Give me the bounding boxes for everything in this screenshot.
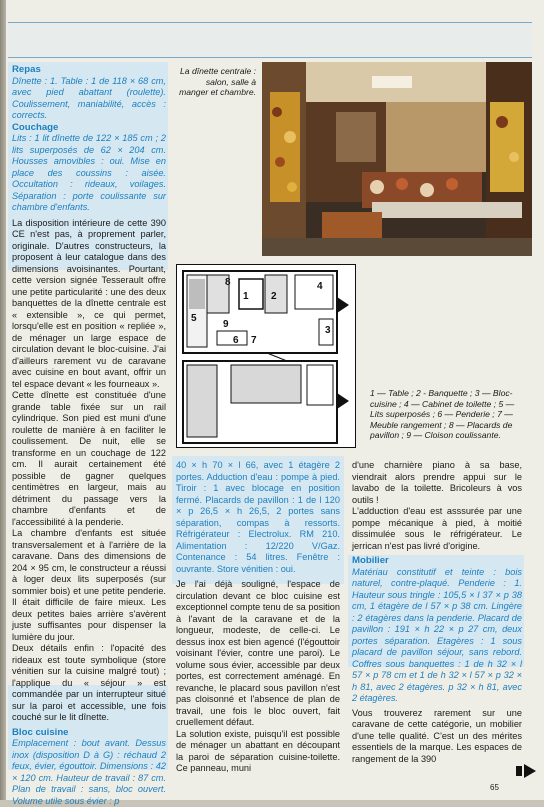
bloc-cuisine-heading: Bloc cuisine bbox=[12, 726, 69, 738]
body-paragraph: Vous trouverez rarement sur une caravane de cette catégorie, un mobilier d'une telle qualité. C'est un des mérites essentiels de la marque. Les espaces de rangement de la 390 bbox=[352, 707, 522, 764]
header-band bbox=[8, 22, 532, 58]
body-paragraph: L'adduction d'eau est asssurée par une pompe mécanique à pied, à moitié dissimulée sous le réfrigérateur. Le jerrican n'est pas livré d'origine. bbox=[352, 506, 522, 551]
mobilier-specs: Matériau constitutif et teinte : bois naturel, contre-plaqué. Penderie : 1. Hauteur sous tringle : 105,5 × l 37 × p 38 cm, 1 étagère de l 57 × p 38 cm. Lingère : 2 étagères dans la penderie. Placard de pavillon : 191 × h 22 × p 27 cm, deux portes séparation. Etagères : 1 sous placard de pavillon séjour, sans rebord. Coffres sous banquettes : 1 de h 32 × l 57 × p 78 cm et 1 de h 32 × l 57 × p 32 × h 81, avec 2 étagères. p 32 × h 81, avec 2 étagères. bbox=[352, 566, 522, 703]
floor-plan-svg bbox=[177, 265, 355, 447]
mobilier-heading: Mobilier bbox=[352, 555, 389, 566]
body-paragraph: La solution existe, puisqu'il est possible de ménager un abattant en découpant la paroi de séparation cuisine-toilette. Ce panneau, muni bbox=[176, 728, 340, 773]
column-2 bbox=[176, 460, 340, 775]
plan-label: 7 bbox=[251, 335, 257, 346]
floor-plan-diagram bbox=[176, 264, 356, 448]
body-paragraph: La chambre d'enfants est située transversalement et à l'arrière de la caravane. Dans des dimensions de 204 × 95 cm, le constructeur a réussi à loger deux lits superposés (sur sommier bois) et une petite penderie. Il était difficile de faire mieux. Les deux petites baies arrière s'avèrent juste suffisantes pour dispenser la lumière du jour. bbox=[12, 528, 166, 642]
page-number: 65 bbox=[490, 783, 499, 792]
continue-arrow-icon bbox=[516, 764, 536, 778]
plan-label: 6 bbox=[233, 335, 239, 346]
interior-photo-illustration bbox=[262, 62, 532, 256]
couchage-heading: Couchage bbox=[12, 121, 59, 133]
interior-photo bbox=[262, 62, 532, 256]
plan-label: 8 bbox=[225, 277, 231, 288]
body-paragraph: Deux détails enfin : l'opacité des rideaux est toute symbolique (store vénitien sur la cuisine malgré tout) ; l'applique du « séjour » est commandée par un interrupteur situé sur la paroi et accessible, une fois couché sur le lit dînette. bbox=[12, 643, 166, 722]
body-paragraph: d'une charnière piano à sa base, viendrait alors prendre appui sur le lavabo de la toilette. Bricoleurs à vos outils ! bbox=[352, 460, 522, 505]
body-paragraph: Je l'ai déjà souligné, l'espace de circulation devant ce bloc cuisine est exceptionnel compte tenu de sa position à l'avant de la caravane et de la longueur, modeste, de celle-ci. Le dessus inox est bien agencé (l'égouttoir voisinant l'évier, contre une paroi). Le volume sous évier, accessible par deux portes, est correctement aménagé. En revanche, le placard sous pavillon n'est pas cloisonné et l'absence de plan de travail, une fois le bloc ouvert, fait cruellement défaut. bbox=[176, 579, 340, 727]
couchage-specs: Lits : 1 lit dînette de 122 × 185 cm ; 2 lits superposés de 62 × 204 cm. Housses amovibles : oui. Mise en place des coussins : aisée. Occultation : rideaux, voilages. Séparation : porte coulissante sur chambre d'enfants. bbox=[12, 133, 166, 212]
bloc-cuisine-specs: Emplacement : bout avant. Dessus inox (disposition D à G) : réchaud 2 feux, évier, égouttoir. Dimensions : 42 × 120 cm. Hauteur de travail : 87 cm. Plan de travail : sans, bloc ouvert. Volume utile sous évier : p bbox=[12, 738, 166, 806]
body-paragraph: Cette dînette est constituée d'une grande table fixée sur un rail cylindrique. Son pied est muni d'une roulette de manière à en faciliter le coulissement. De nuit, elle se transforme en un couchage de 122 cm. Il aurait certainement été possible de gagner quelques centimètres en largeur, mais au détriment du passage vers la chambre d'enfants et de l'accessibilité à la penderie. bbox=[12, 390, 166, 527]
plan-label: 9 bbox=[223, 319, 229, 330]
plan-label: 2 bbox=[271, 291, 277, 302]
repas-specs: Dînette : 1. Table : 1 de 118 × 68 cm, avec pied abattant (roulette). Coulissement, maniabilité, accès : corrects. bbox=[12, 75, 166, 120]
repas-heading: Repas bbox=[12, 64, 41, 75]
bloc-cuisine-specs-continued: 40 × h 70 × l 66, avec 1 étagère 2 portes. Adduction d'eau : pompe à pied. Tiroir : 1 avec blocage en position fermé. Placards de pavillon : 1 de l 120 × p 26,5 × h 26,5, 2 portes sans séparation, compas à ressorts. Réfrigérateur : Electrolux. RM 210. Alimentation : 12/220 V/Gaz. Contenance : 54 litres. Fenêtre : ouvrante. Store vénitien : oui. bbox=[176, 460, 340, 574]
plan-label: 1 bbox=[243, 291, 249, 302]
plan-label: 3 bbox=[325, 325, 331, 336]
body-paragraph: La disposition intérieure de cette 390 CE n'est pas, à proprement parler, originale. D'autres constructeurs, la proposent à leur catalogue dans des dimensions avoisinantes. Pourtant, cette version signée Tesserault offre une petite particularité : une des deux banquettes de la dînette centrale est « extensible », ce qui permet, lorsqu'elle est en position « repliée », de ménager un large espace de circulation devant le bloc-cuisine. J'ai d'ailleurs rarement vu de caravane avec cuisine en bout avant, offrir un tel espace devant « les fourneaux ». bbox=[12, 217, 166, 389]
plan-legend: 1 — Table ; 2 - Banquette ; 3 — Bloc-cuisine ; 4 — Cabinet de toilette ; 5 — Lits superposés ; 6 — Penderie ; 7 — Meuble rangement ; 8 — Placards de pavillon ; 9 — Cloison coulissante. bbox=[370, 388, 515, 440]
column-1 bbox=[12, 64, 166, 807]
plan-label: 5 bbox=[191, 313, 197, 324]
photo-caption: La dînette centrale : salon, salle à manger et chambre. bbox=[179, 66, 256, 97]
column-3 bbox=[352, 460, 522, 765]
plan-label: 4 bbox=[317, 281, 323, 292]
